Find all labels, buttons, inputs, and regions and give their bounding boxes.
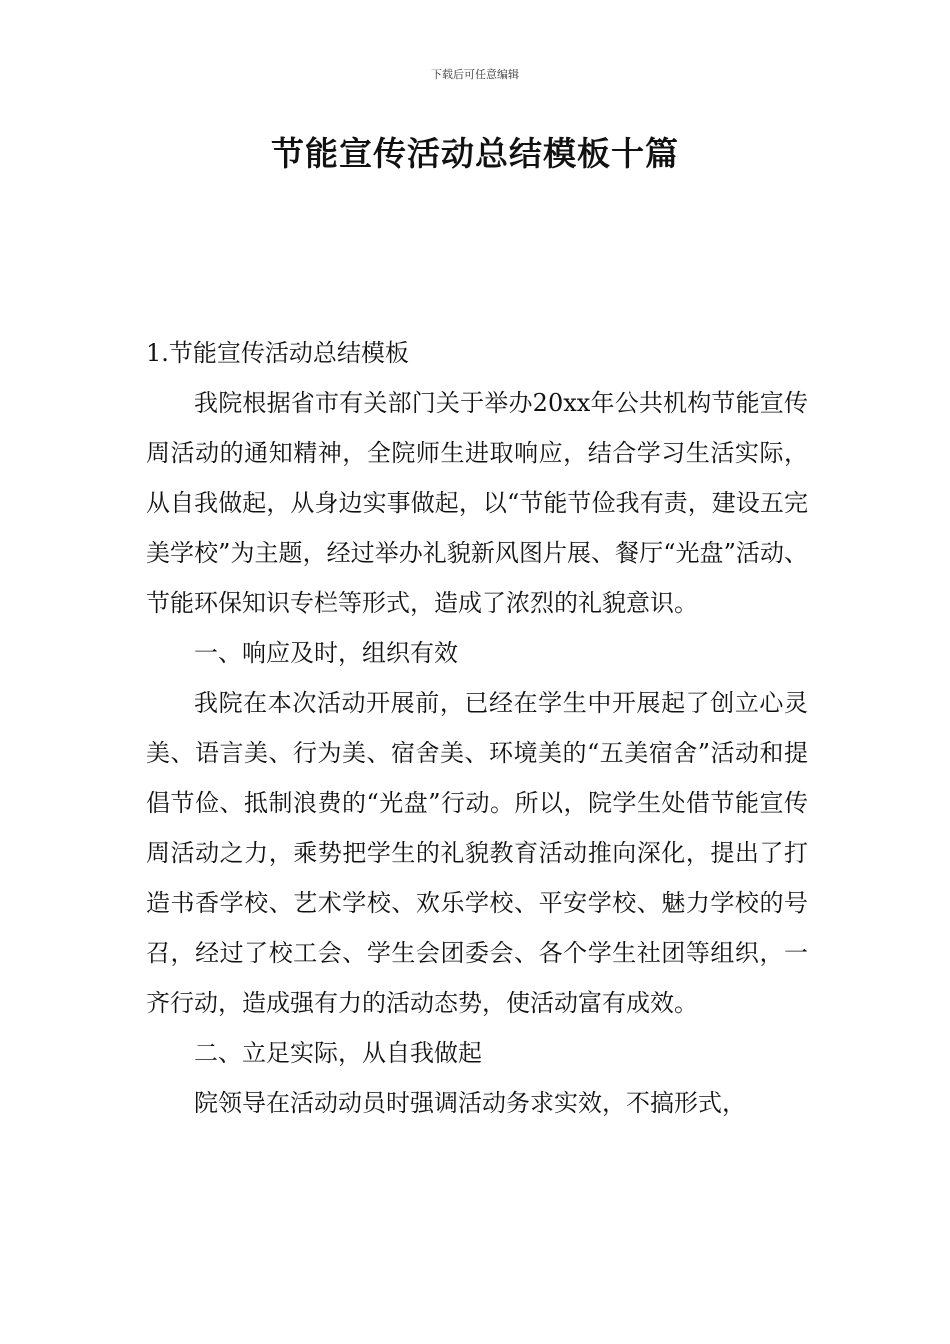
section-heading: 1.节能宣传活动总结模板 [146,339,409,367]
page-header-note: 下载后可任意编辑 [431,68,519,81]
document-title: 节能宣传活动总结模板十篇 [271,134,679,173]
body-paragraph: 我院在本次活动开展前，已经在学生中开展起了创立心灵美、语言美、行为美、宿舍美、环境美的“五美宿舍”活动和提倡节俭、抵制浪费的“光盘”行动。所以，院学生处借节能宣传周活动之力，乘势把学生的礼貌教育活动推向深化，提出了打造书香学校、艺术学校、欢乐学校、平安学校、魅力学校的号召，经过了校工会、学生会团委会、各个学生社团等组织，一齐行动，造成强有力的活动态势，使活动富有成效。 [146,689,808,1017]
body-paragraph: 院领导在活动动员时强调活动务求实效，不搞形式， [194,1089,746,1117]
subsection-heading: 二、立足实际，从自我做起 [194,1039,482,1067]
body-paragraph: 我院根据省市有关部门关于举办20xx年公共机构节能宣传周活动的通知精神，全院师生进取响应，结合学习生活实际，从自我做起，从身边实事做起，以“节能节俭我有责，建设五完美学校”为主题，经过举办礼貌新风图片展、餐厅“光盘”活动、节能环保知识专栏等形式，造成了浓烈的礼貌意识。 [146,389,808,617]
subsection-heading: 一、响应及时，组织有效 [194,639,458,667]
document-body [146,328,808,1128]
